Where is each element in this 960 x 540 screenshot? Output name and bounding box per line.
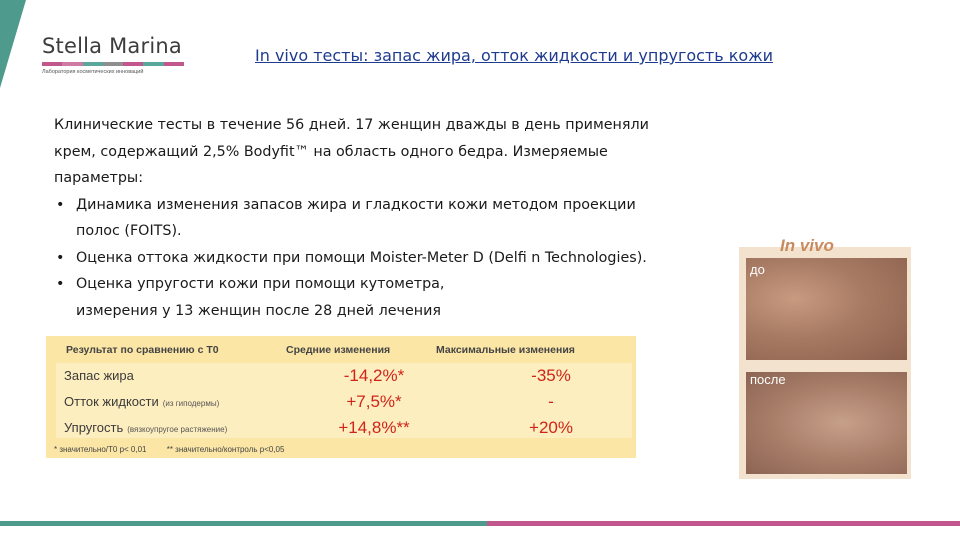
header-result: Результат по сравнению с Т0 bbox=[66, 344, 219, 356]
after-photo bbox=[746, 372, 907, 474]
list-item-text: полос (FOITS). bbox=[76, 223, 182, 239]
list-item bbox=[54, 271, 744, 324]
brand-bar-segment bbox=[103, 62, 123, 66]
table-row bbox=[46, 416, 636, 440]
table-footnotes bbox=[54, 445, 284, 454]
list-item-text: измерения у 13 женщин после 28 дней лечения bbox=[76, 302, 441, 319]
brand-bar-segment bbox=[143, 62, 163, 66]
intro-line: Клинические тесты в течение 56 дней. 17 женщин дважды в день применяли bbox=[54, 117, 649, 133]
bullet-marker: • bbox=[56, 276, 65, 292]
list-item-text: Динамика изменения запасов жира и гладкости кожи методом проекции bbox=[76, 196, 636, 213]
row-label: Отток жидкости (из гиподермы) bbox=[64, 394, 220, 409]
brand-name: Stella Marina bbox=[42, 34, 182, 58]
after-label: после bbox=[750, 372, 786, 387]
maximum-change: +20% bbox=[529, 418, 573, 437]
bullet-marker: • bbox=[56, 196, 65, 213]
invivo-title: In vivo bbox=[780, 236, 834, 255]
parameter-list bbox=[54, 192, 744, 325]
average-change: -14,2%* bbox=[343, 366, 405, 385]
brand-bar-segment bbox=[164, 62, 184, 66]
footer-stripe-left bbox=[0, 521, 487, 526]
average-change: +7,5%* bbox=[346, 392, 402, 411]
maximum-change: - bbox=[548, 392, 554, 411]
brand-color-bar bbox=[42, 62, 184, 66]
list-item bbox=[54, 192, 744, 245]
brand-bar-segment bbox=[62, 62, 82, 66]
header-average: Средние изменения bbox=[286, 344, 391, 356]
brand-bar-segment bbox=[123, 62, 143, 66]
slide-body bbox=[54, 112, 744, 324]
brand-tagline: Лаборатория косметических инноваций bbox=[42, 69, 144, 75]
average-change: +14,8%** bbox=[338, 418, 410, 437]
brand-bar-segment bbox=[42, 62, 62, 66]
brand-bar-segment bbox=[83, 62, 103, 66]
results-table bbox=[46, 336, 636, 458]
slide-title: In vivo тесты: запас жира, отток жидкости и упругость кожи bbox=[255, 46, 774, 65]
row-label: Запас жира bbox=[64, 368, 134, 383]
table-row bbox=[46, 364, 636, 388]
row-label: Упругость (вязкоупругое растяжение) bbox=[64, 420, 228, 435]
intro-line: параметры: bbox=[54, 170, 144, 186]
list-item-text: Оценка оттока жидкости при помощи Moister-Meter D (Delfi n Technologies). bbox=[76, 249, 647, 266]
list-item-text: Оценка упругости кожи при помощи кутометра, bbox=[76, 276, 445, 292]
footnote: * значительно/Т0 р< 0,01 bbox=[54, 445, 147, 454]
header-maximum: Максимальные изменения bbox=[436, 344, 575, 356]
footnote: ** значительно/контроль р<0,05 bbox=[166, 445, 285, 454]
footer-stripe-right bbox=[487, 521, 960, 526]
intro-line: крем, содержащий 2,5% Bodyfit™ на область одного бедра. Измеряемые bbox=[54, 143, 608, 160]
maximum-change: -35% bbox=[531, 366, 571, 385]
list-item bbox=[54, 245, 744, 272]
table-row bbox=[46, 390, 636, 414]
table-header bbox=[46, 336, 636, 362]
bullet-marker: • bbox=[56, 249, 65, 266]
brand-logo bbox=[42, 34, 192, 75]
before-label: до bbox=[750, 262, 765, 277]
before-photo bbox=[746, 258, 907, 360]
